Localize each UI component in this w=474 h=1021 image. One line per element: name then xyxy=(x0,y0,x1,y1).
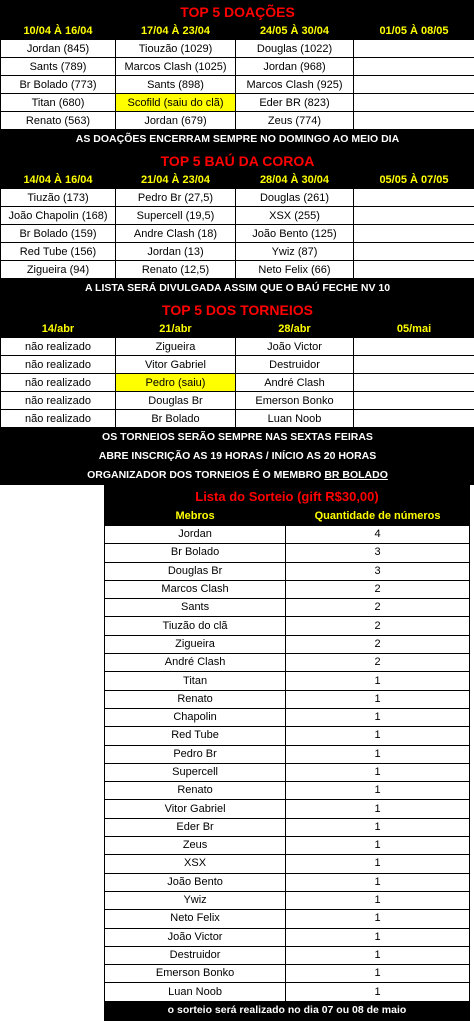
highlighted-cell: Scofild (saiu do clã) xyxy=(116,94,236,112)
table-row xyxy=(105,580,470,598)
torneios-title: TOP 5 DOS TORNEIOS xyxy=(1,299,474,321)
number-count: 1 xyxy=(286,965,470,983)
member-name: Emerson Bonko xyxy=(105,965,286,983)
doacoes-title: TOP 5 DOAÇÕES xyxy=(1,1,474,23)
column-header: 14/abr xyxy=(1,321,116,338)
table-row xyxy=(1,243,474,261)
table-cell xyxy=(354,225,474,243)
table-row xyxy=(1,94,474,112)
table-row xyxy=(105,544,470,562)
number-count: 1 xyxy=(286,782,470,800)
table-row xyxy=(1,112,474,130)
column-header: 28/abr xyxy=(236,321,354,338)
member-name: Pedro Br xyxy=(105,745,286,763)
table-cell: Jordan (13) xyxy=(116,243,236,261)
table-cell: André Clash xyxy=(236,374,354,392)
table-cell: Sants (789) xyxy=(1,58,116,76)
number-count: 1 xyxy=(286,763,470,781)
column-header: 17/04 À 23/04 xyxy=(116,23,236,40)
member-name: Supercell xyxy=(105,763,286,781)
table-cell: Sants (898) xyxy=(116,76,236,94)
number-count: 1 xyxy=(286,855,470,873)
table-cell: Douglas Br xyxy=(116,392,236,410)
member-name: Br Bolado xyxy=(105,544,286,562)
table-cell: não realizado xyxy=(1,356,116,374)
number-count: 4 xyxy=(286,526,470,544)
table-cell: Ywiz (87) xyxy=(236,243,354,261)
table-cell: Zigueira (94) xyxy=(1,261,116,279)
table-cell: Andre Clash (18) xyxy=(116,225,236,243)
column-header: Mebros xyxy=(105,508,286,526)
table-cell: Marcos Clash (1025) xyxy=(116,58,236,76)
member-name: Ywiz xyxy=(105,891,286,909)
torneios-note: OS TORNEIOS SERÃO SEMPRE NAS SEXTAS FEIRAS xyxy=(1,428,474,447)
table-row xyxy=(105,837,470,855)
table-row xyxy=(1,207,474,225)
table-cell: Br Bolado xyxy=(116,410,236,428)
table-cell: Supercell (19,5) xyxy=(116,207,236,225)
member-name: Titan xyxy=(105,672,286,690)
table-cell xyxy=(354,189,474,207)
table-row xyxy=(105,800,470,818)
table-row xyxy=(105,782,470,800)
table-cell: Luan Noob xyxy=(236,410,354,428)
sorteio-note: o sorteio será realizado no dia 07 ou 08 de maio xyxy=(105,1001,470,1020)
doacoes-table xyxy=(0,0,474,149)
member-name: Marcos Clash xyxy=(105,580,286,598)
table-row xyxy=(105,983,470,1001)
table-cell: não realizado xyxy=(1,392,116,410)
table-row xyxy=(105,635,470,653)
number-count: 1 xyxy=(286,708,470,726)
number-count: 1 xyxy=(286,928,470,946)
table-cell xyxy=(354,112,474,130)
table-cell: Renato (563) xyxy=(1,112,116,130)
doacoes-note: AS DOAÇÕES ENCERRAM SEMPRE NO DOMINGO AO MEIO DIA xyxy=(1,130,474,149)
column-header: 05/05 À 07/05 xyxy=(354,172,474,189)
number-count: 1 xyxy=(286,837,470,855)
member-name: João Bento xyxy=(105,873,286,891)
table-cell: Vitor Gabriel xyxy=(116,356,236,374)
column-header: 01/05 À 08/05 xyxy=(354,23,474,40)
number-count: 1 xyxy=(286,910,470,928)
table-row xyxy=(1,356,474,374)
member-name: Douglas Br xyxy=(105,562,286,580)
table-cell: não realizado xyxy=(1,338,116,356)
number-count: 3 xyxy=(286,544,470,562)
table-cell: Douglas (1022) xyxy=(236,40,354,58)
table-cell xyxy=(354,76,474,94)
table-cell xyxy=(354,392,474,410)
table-cell: Tiouzão (1029) xyxy=(116,40,236,58)
table-cell xyxy=(354,338,474,356)
column-header: 21/abr xyxy=(116,321,236,338)
table-row xyxy=(1,374,474,392)
table-row xyxy=(105,562,470,580)
member-name: Vitor Gabriel xyxy=(105,800,286,818)
table-cell: não realizado xyxy=(1,374,116,392)
table-cell: Br Bolado (159) xyxy=(1,225,116,243)
table-cell xyxy=(354,40,474,58)
table-cell: Renato (12,5) xyxy=(116,261,236,279)
table-cell xyxy=(354,356,474,374)
number-count: 2 xyxy=(286,635,470,653)
table-row xyxy=(105,727,470,745)
member-name: XSX xyxy=(105,855,286,873)
column-header: Quantidade de números xyxy=(286,508,470,526)
member-name: Tiuzão do clã xyxy=(105,617,286,635)
table-row xyxy=(1,225,474,243)
member-name: Chapolin xyxy=(105,708,286,726)
column-header: 28/04 À 30/04 xyxy=(236,172,354,189)
table-cell xyxy=(354,261,474,279)
member-name: Destruidor xyxy=(105,946,286,964)
table-row xyxy=(1,76,474,94)
table-row xyxy=(105,654,470,672)
column-header: 24/05 À 30/04 xyxy=(236,23,354,40)
member-name: Eder Br xyxy=(105,818,286,836)
number-count: 3 xyxy=(286,562,470,580)
table-row xyxy=(105,928,470,946)
table-cell xyxy=(354,374,474,392)
table-cell: Jordan (845) xyxy=(1,40,116,58)
organizer-name: BR BOLADO xyxy=(324,469,388,481)
table-row xyxy=(105,526,470,544)
table-row xyxy=(105,910,470,928)
table-row xyxy=(1,189,474,207)
table-row xyxy=(1,40,474,58)
member-name: Zeus xyxy=(105,837,286,855)
bau-note: A LISTA SERÁ DIVULGADA ASSIM QUE O BAÚ FECHE NV 10 xyxy=(1,279,474,298)
member-name: André Clash xyxy=(105,654,286,672)
number-count: 1 xyxy=(286,745,470,763)
bau-table xyxy=(0,149,474,298)
table-row xyxy=(1,410,474,428)
number-count: 1 xyxy=(286,672,470,690)
table-row xyxy=(105,690,470,708)
table-row xyxy=(105,855,470,873)
torneios-organizer-note xyxy=(1,466,474,485)
table-cell: Eder BR (823) xyxy=(236,94,354,112)
table-cell xyxy=(354,58,474,76)
table-cell: João Victor xyxy=(236,338,354,356)
number-count: 1 xyxy=(286,873,470,891)
sorteio-table xyxy=(104,485,470,1021)
number-count: 1 xyxy=(286,818,470,836)
column-header: 14/04 À 16/04 xyxy=(1,172,116,189)
table-row xyxy=(105,873,470,891)
table-row xyxy=(105,745,470,763)
member-name: Luan Noob xyxy=(105,983,286,1001)
member-name: João Victor xyxy=(105,928,286,946)
table-cell: Zeus (774) xyxy=(236,112,354,130)
bau-title: TOP 5 BAÚ DA COROA xyxy=(1,150,474,172)
member-name: Neto Felix xyxy=(105,910,286,928)
torneios-note: ABRE INSCRIÇÃO AS 19 HORAS / INÍCIO AS 20 HORAS xyxy=(1,447,474,466)
table-row xyxy=(1,58,474,76)
table-row xyxy=(1,338,474,356)
table-cell: Emerson Bonko xyxy=(236,392,354,410)
table-cell: XSX (255) xyxy=(236,207,354,225)
number-count: 2 xyxy=(286,654,470,672)
table-cell xyxy=(354,94,474,112)
organizer-prefix: ORGANIZADOR DOS TORNEIOS É O MEMBRO xyxy=(87,469,324,481)
member-name: Renato xyxy=(105,690,286,708)
table-cell: Red Tube (156) xyxy=(1,243,116,261)
table-row xyxy=(105,891,470,909)
table-cell: Br Bolado (773) xyxy=(1,76,116,94)
table-cell: Jordan (679) xyxy=(116,112,236,130)
table-row xyxy=(105,965,470,983)
table-cell: João Chapolin (168) xyxy=(1,207,116,225)
column-header: 10/04 À 16/04 xyxy=(1,23,116,40)
table-cell: Titan (680) xyxy=(1,94,116,112)
number-count: 2 xyxy=(286,580,470,598)
table-row xyxy=(1,261,474,279)
table-cell: Jordan (968) xyxy=(236,58,354,76)
number-count: 1 xyxy=(286,800,470,818)
member-name: Zigueira xyxy=(105,635,286,653)
column-header: 05/mai xyxy=(354,321,474,338)
member-name: Sants xyxy=(105,599,286,617)
number-count: 1 xyxy=(286,891,470,909)
table-cell: Marcos Clash (925) xyxy=(236,76,354,94)
table-row xyxy=(105,708,470,726)
member-name: Jordan xyxy=(105,526,286,544)
number-count: 2 xyxy=(286,617,470,635)
sorteio-title: Lista do Sorteio (gift R$30,00) xyxy=(105,486,470,508)
table-cell: Neto Felix (66) xyxy=(236,261,354,279)
table-cell xyxy=(354,410,474,428)
highlighted-cell: Pedro (saiu) xyxy=(116,374,236,392)
table-row xyxy=(1,392,474,410)
table-row xyxy=(105,818,470,836)
table-cell: Destruidor xyxy=(236,356,354,374)
table-cell: Douglas (261) xyxy=(236,189,354,207)
member-name: Red Tube xyxy=(105,727,286,745)
member-name: Renato xyxy=(105,782,286,800)
torneios-table xyxy=(0,298,474,485)
number-count: 2 xyxy=(286,599,470,617)
table-cell: Tiuzão (173) xyxy=(1,189,116,207)
table-cell: não realizado xyxy=(1,410,116,428)
number-count: 1 xyxy=(286,727,470,745)
table-row xyxy=(105,599,470,617)
table-cell: Pedro Br (27,5) xyxy=(116,189,236,207)
column-header: 21/04 À 23/04 xyxy=(116,172,236,189)
table-row xyxy=(105,617,470,635)
number-count: 1 xyxy=(286,946,470,964)
table-cell: João Bento (125) xyxy=(236,225,354,243)
number-count: 1 xyxy=(286,690,470,708)
table-row xyxy=(105,763,470,781)
number-count: 1 xyxy=(286,983,470,1001)
table-row xyxy=(105,946,470,964)
sorteio-rows xyxy=(105,526,470,1002)
table-cell xyxy=(354,207,474,225)
table-cell xyxy=(354,243,474,261)
table-row xyxy=(105,672,470,690)
table-cell: Zigueira xyxy=(116,338,236,356)
